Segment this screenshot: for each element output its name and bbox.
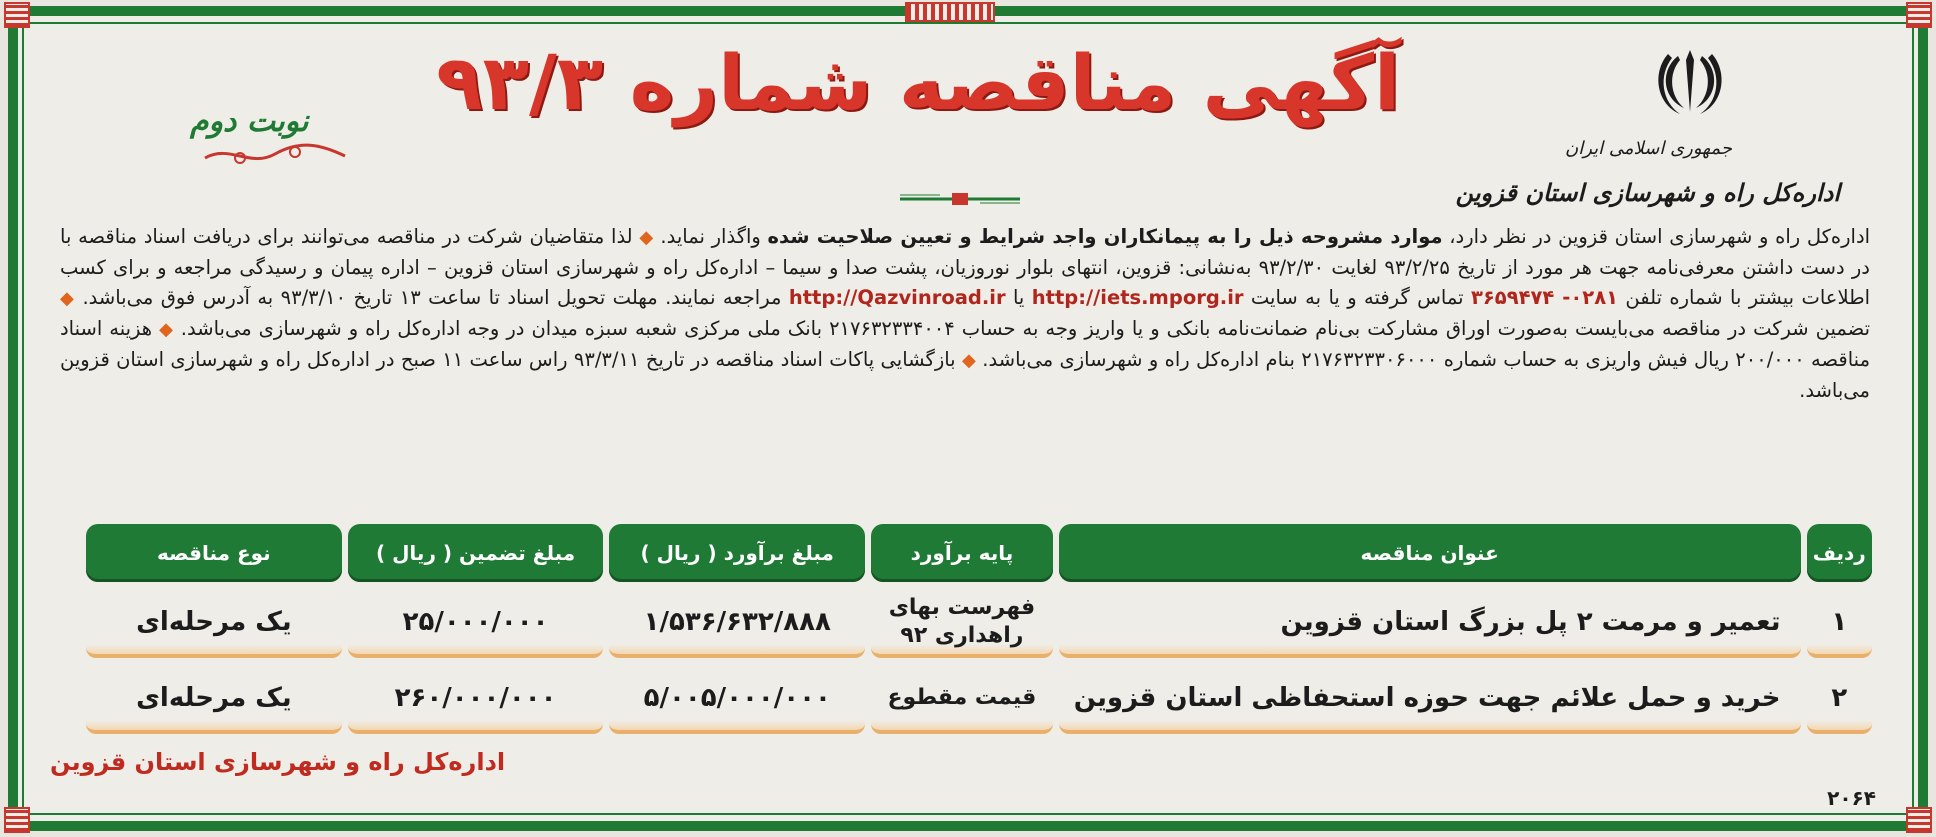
intro-end-text: واگذار نماید. xyxy=(660,225,761,248)
diamond-bullet-icon: ◆ xyxy=(639,227,654,248)
iran-emblem-icon xyxy=(1650,42,1730,122)
page-title: آگهی مناقصه شماره ۹۳/۳ xyxy=(436,38,1400,127)
paragraph-1: لذا متقاضیان شرکت در مناقصه می‌توانند برای دریافت اسناد مناقصه با در دست داشتن معرفی‌نامه جهت هر مورد از تاریخ ۹۳/۲/۲۵ لغایت ۹۳/۲/۳۰ به‌نشانی: قزوین، انتهای بلوار نوروزیان، پشت صدا و سیما – اداره‌کل راه و شهرسازی استان قزوین – اداره پیمان و رسیدگی مراجعه و برای کسب اطلاعات بیشتر با شماره تلفن xyxy=(60,225,1871,309)
corner-ornament-bottom-left xyxy=(4,807,30,833)
diamond-bullet-icon: ◆ xyxy=(159,319,174,340)
intro-bold-text: موارد مشروحه ذیل را به پیمانکاران واجد شرایط و تعیین صلاحیت شده xyxy=(767,225,1443,248)
estimate-amount: ۵/۰۰۵/۰۰۰/۰۰۰ xyxy=(609,666,865,734)
tenders-table xyxy=(80,516,1878,742)
header-emblem-block xyxy=(1455,42,1840,222)
header-estimate-basis: پایه برآورد xyxy=(871,524,1053,582)
corner-ornament-bottom-right xyxy=(1906,807,1932,833)
intro-text: اداره‌کل راه و شهرسازی استان قزوین در نظر دارد، xyxy=(1449,225,1871,248)
signature-office: اداره‌کل راه و شهرسازی استان قزوین xyxy=(50,748,506,776)
paragraph-1-tail: مراجعه نمایند. مهلت تحویل اسناد تا ساعت ۱۳ تاریخ ۹۳/۳/۱۰ به آدرس فوق می‌باشد. xyxy=(82,286,782,309)
ad-code-number: ۲۰۶۴ xyxy=(1827,786,1876,810)
row-number: ۱ xyxy=(1807,590,1873,658)
table-row xyxy=(86,666,1872,734)
estimate-basis: قیمت مقطوع xyxy=(871,666,1053,734)
row-number: ۲ xyxy=(1807,666,1873,734)
table-row xyxy=(86,590,1872,658)
top-ornament xyxy=(905,2,995,22)
corner-ornament-top-right xyxy=(1906,2,1932,28)
link-qazvinroad[interactable]: http://Qazvinroad.ir xyxy=(788,286,1006,309)
guarantee-amount: ۲۶۰/۰۰۰/۰۰۰ xyxy=(348,666,604,734)
republic-name: جمهوری اسلامی ایران xyxy=(1565,138,1732,159)
guarantee-amount: ۲۵/۰۰۰/۰۰۰ xyxy=(348,590,604,658)
title-divider-icon xyxy=(900,192,1020,206)
diamond-bullet-icon: ◆ xyxy=(60,288,76,309)
swirl-ornament-icon xyxy=(200,140,350,170)
office-name: اداره‌کل راه و شهرسازی استان قزوین xyxy=(1455,178,1840,207)
tender-title: خرید و حمل علائم جهت حوزه استحفاظی استان قزوین xyxy=(1059,666,1801,734)
paragraph-4: بازگشایی پاکات اسناد مناقصه در تاریخ ۹۳/۳/۱۱ راس ساعت ۱۱ صبح در اداره‌کل راه و شهرسازی استان قزوین می‌باشد. xyxy=(60,348,1870,402)
or-text: یا xyxy=(1012,286,1025,309)
announcement-body xyxy=(60,222,1870,406)
tender-type: یک مرحله‌ای xyxy=(86,590,342,658)
diamond-bullet-icon: ◆ xyxy=(961,350,976,371)
paragraph-2: تضمین شرکت در مناقصه می‌بایست به‌صورت اوراق مشارکت بی‌نام ضمانت‌نامه بانکی و یا واریز وجه به حساب ۲۱۷۶۳۲۳۳۴۰۰۴ بانک ملی مرکزی شعبه سبزه میدان در وجه اداره‌کل راه و شهرسازی می‌باشد. xyxy=(180,317,1870,340)
tender-title: تعمیر و مرمت ۲ پل بزرگ استان قزوین xyxy=(1059,590,1801,658)
header-row-number: ردیف xyxy=(1807,524,1873,582)
phone-number: ۰۲۸۱- ۳۶۵۹۴۷۴ xyxy=(1470,286,1619,309)
link-iets[interactable]: http://iets.mporg.ir xyxy=(1031,286,1244,309)
header-guarantee-amount: مبلغ تضمین ( ریال ) xyxy=(348,524,604,582)
estimate-basis: فهرست بهای راهداری ۹۲ xyxy=(871,590,1053,658)
paragraph-3: هزینه اسناد مناقصه ۲۰۰/۰۰۰ ریال فیش واریزی به حساب شماره ۲۱۷۶۳۲۳۳۰۶۰۰۰ بنام اداره‌کل راه و شهرسازی می‌باشد. xyxy=(60,317,1871,371)
estimate-amount: ۱/۵۳۶/۶۳۲/۸۸۸ xyxy=(609,590,865,658)
table-header-row xyxy=(86,524,1872,582)
header-estimate-amount: مبلغ برآورد ( ریال ) xyxy=(609,524,865,582)
header-tender-title: عنوان مناقصه xyxy=(1059,524,1801,582)
corner-ornament-top-left xyxy=(4,2,30,28)
tender-type: یک مرحله‌ای xyxy=(86,666,342,734)
header-tender-type: نوع مناقصه xyxy=(86,524,342,582)
round-label: نوبت دوم xyxy=(190,104,309,139)
paragraph-1-end: تماس گرفته و یا به سایت xyxy=(1250,286,1464,309)
